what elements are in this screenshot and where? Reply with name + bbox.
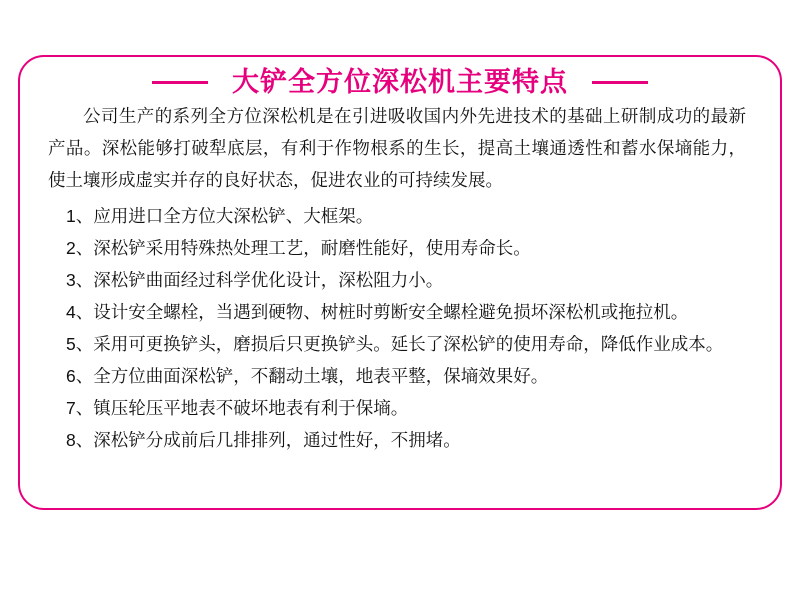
list-item: 2、深松铲采用特殊热处理工艺，耐磨性能好，使用寿命长。 [66,238,531,258]
intro-paragraph: 公司生产的系列全方位深松机是在引进吸收国内外先进技术的基础上研制成功的最新产品。深松能够打破犁底层，有利于作物根系的生长，提高土壤通透性和蓄水保墒能力，使土壤形成虚实并存的良好状态，促进农业的可持续发展。 [48,106,746,190]
list-item: 1、应用进口全方位大深松铲、大框架。 [66,206,374,226]
list-item: 6、全方位曲面深松铲，不翻动土壤，地表平整，保墒效果好。 [66,366,549,386]
list-item: 5、采用可更换铲头，磨损后只更换铲头。延长了深松铲的使用寿命，降低作业成本。 [66,334,724,354]
page-title: 大铲全方位深松机主要特点 [222,65,578,99]
document-body [18,100,782,456]
list-item: 7、镇压轮压平地表不破坏地表有利于保墒。 [66,398,409,418]
list-item: 8、深松铲分成前后几排排列，通过性好，不拥堵。 [66,430,461,450]
feature-list [48,200,746,456]
list-item: 3、深松铲曲面经过科学优化设计，深松阻力小。 [66,270,444,290]
list-item: 4、设计安全螺栓，当遇到硬物、树桩时剪断安全螺栓避免损坏深松机或拖拉机。 [66,302,689,322]
